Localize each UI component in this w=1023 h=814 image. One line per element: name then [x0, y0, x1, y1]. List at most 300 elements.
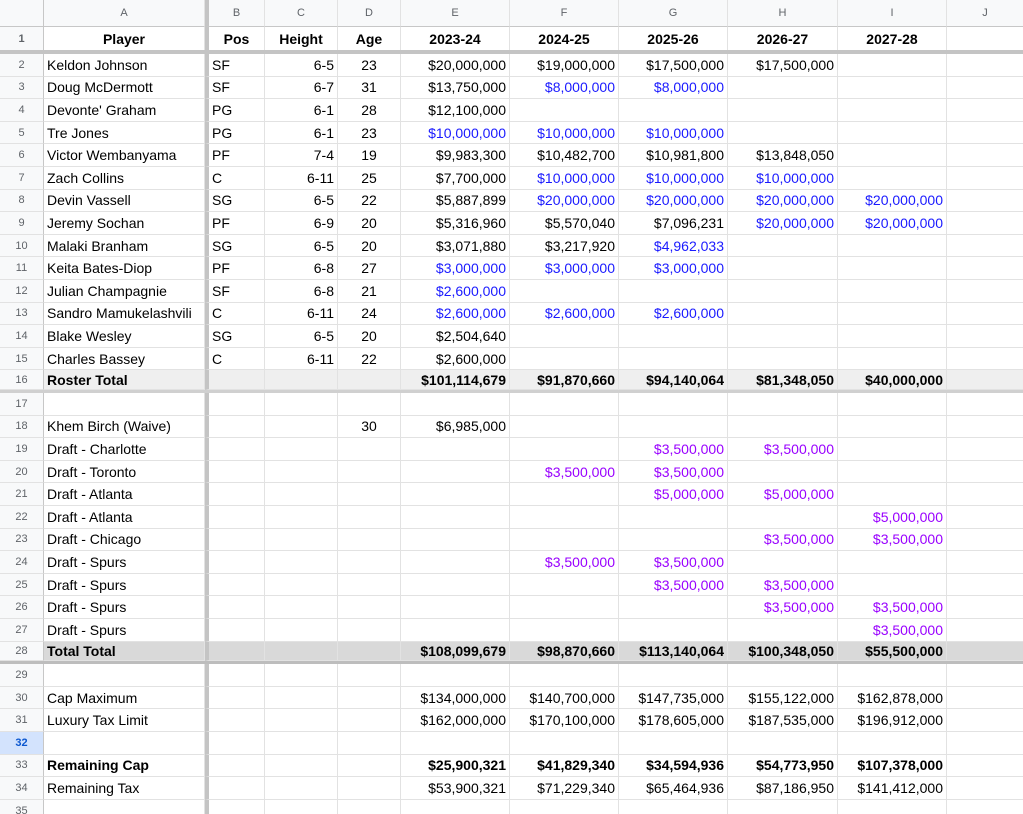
cell-pos[interactable] [205, 393, 265, 416]
cell-j[interactable] [947, 438, 1023, 461]
row-number[interactable]: 6 [0, 144, 44, 167]
cell-j[interactable] [947, 325, 1023, 348]
cell-2025-26[interactable]: $17,500,000 [619, 54, 728, 77]
cell-height[interactable]: 6-7 [265, 77, 338, 100]
cell-2023-24[interactable]: $108,099,679 [401, 642, 510, 662]
cell-player[interactable]: Luxury Tax Limit [44, 709, 205, 732]
cell-2027-28[interactable]: $55,500,000 [838, 642, 947, 662]
cell-player[interactable]: Draft - Spurs [44, 551, 205, 574]
cell-pos[interactable]: C [205, 167, 265, 190]
header-height[interactable]: Height [265, 27, 338, 50]
cell-2024-25[interactable] [510, 325, 619, 348]
row-number[interactable]: 5 [0, 122, 44, 145]
cell-age[interactable]: 20 [338, 325, 401, 348]
cell-2026-27[interactable]: $3,500,000 [728, 596, 838, 619]
cell-2024-25[interactable]: $10,482,700 [510, 144, 619, 167]
cell-2025-26[interactable]: $4,962,033 [619, 235, 728, 258]
column-header-i[interactable]: I [838, 0, 947, 27]
cell-2026-27[interactable]: $10,000,000 [728, 167, 838, 190]
header-2024-25[interactable]: 2024-25 [510, 27, 619, 50]
cell-j[interactable] [947, 190, 1023, 213]
cell-player[interactable] [44, 664, 205, 687]
cell-2026-27[interactable] [728, 800, 838, 814]
cell-age[interactable] [338, 483, 401, 506]
cell-pos[interactable] [205, 483, 265, 506]
cell-2025-26[interactable]: $3,500,000 [619, 551, 728, 574]
cell-player[interactable]: Jeremy Sochan [44, 212, 205, 235]
cell-2023-24[interactable]: $25,900,321 [401, 755, 510, 778]
cell-2024-25[interactable] [510, 619, 619, 642]
cell-2026-27[interactable]: $54,773,950 [728, 755, 838, 778]
cell-2026-27[interactable]: $5,000,000 [728, 483, 838, 506]
cell-height[interactable] [265, 551, 338, 574]
cell-j[interactable] [947, 687, 1023, 710]
cell-2024-25[interactable]: $140,700,000 [510, 687, 619, 710]
cell-2024-25[interactable] [510, 438, 619, 461]
cell-pos[interactable] [205, 596, 265, 619]
cell-pos[interactable] [205, 642, 265, 662]
cell-2023-24[interactable]: $2,600,000 [401, 348, 510, 371]
header-2025-26[interactable]: 2025-26 [619, 27, 728, 50]
cell-height[interactable] [265, 461, 338, 484]
cell-age[interactable]: 23 [338, 54, 401, 77]
cell-player[interactable]: Tre Jones [44, 122, 205, 145]
cell-age[interactable] [338, 619, 401, 642]
cell-age[interactable] [338, 370, 401, 390]
cell-2023-24[interactable]: $101,114,679 [401, 370, 510, 390]
cell-2027-28[interactable]: $107,378,000 [838, 755, 947, 778]
cell-2025-26[interactable]: $3,500,000 [619, 574, 728, 597]
cell-player[interactable]: Draft - Charlotte [44, 438, 205, 461]
column-header-e[interactable]: E [401, 0, 510, 27]
column-header-b[interactable]: B [205, 0, 265, 27]
cell-2023-24[interactable] [401, 732, 510, 755]
cell-2027-28[interactable] [838, 438, 947, 461]
cell-age[interactable]: 27 [338, 257, 401, 280]
cell-2027-28[interactable] [838, 348, 947, 371]
cell-2025-26[interactable] [619, 619, 728, 642]
cell-2027-28[interactable] [838, 257, 947, 280]
cell-age[interactable]: 28 [338, 99, 401, 122]
row-number[interactable]: 32 [0, 732, 44, 755]
cell-2027-28[interactable] [838, 416, 947, 439]
cell-height[interactable] [265, 777, 338, 800]
column-header-c[interactable]: C [265, 0, 338, 27]
cell-j[interactable] [947, 77, 1023, 100]
cell-2024-25[interactable]: $5,570,040 [510, 212, 619, 235]
cell-2025-26[interactable]: $147,735,000 [619, 687, 728, 710]
cell-j[interactable] [947, 574, 1023, 597]
cell-2025-26[interactable]: $10,000,000 [619, 167, 728, 190]
cell-2024-25[interactable] [510, 596, 619, 619]
cell-height[interactable]: 6-1 [265, 99, 338, 122]
cell-height[interactable]: 6-8 [265, 257, 338, 280]
cell-age[interactable]: 21 [338, 280, 401, 303]
cell-2025-26[interactable] [619, 416, 728, 439]
cell-2027-28[interactable] [838, 144, 947, 167]
cell-2025-26[interactable]: $113,140,064 [619, 642, 728, 662]
cell-age[interactable] [338, 393, 401, 416]
cell-age[interactable] [338, 664, 401, 687]
cell-2024-25[interactable] [510, 280, 619, 303]
cell-j[interactable] [947, 529, 1023, 552]
cell-2027-28[interactable] [838, 574, 947, 597]
cell-2025-26[interactable]: $7,096,231 [619, 212, 728, 235]
cell-age[interactable] [338, 687, 401, 710]
cell-age[interactable]: 20 [338, 235, 401, 258]
cell-2026-27[interactable] [728, 303, 838, 326]
cell-2025-26[interactable] [619, 280, 728, 303]
cell-2027-28[interactable]: $3,500,000 [838, 529, 947, 552]
cell-2027-28[interactable]: $196,912,000 [838, 709, 947, 732]
cell-age[interactable]: 31 [338, 77, 401, 100]
cell-height[interactable]: 6-11 [265, 348, 338, 371]
cell-age[interactable] [338, 551, 401, 574]
cell-2025-26[interactable]: $8,000,000 [619, 77, 728, 100]
cell-age[interactable] [338, 800, 401, 814]
cell-j[interactable] [947, 257, 1023, 280]
row-number[interactable]: 18 [0, 416, 44, 439]
cell-2025-26[interactable]: $3,500,000 [619, 461, 728, 484]
cell-j[interactable] [947, 506, 1023, 529]
cell-player[interactable]: Charles Bassey [44, 348, 205, 371]
cell-2023-24[interactable]: $53,900,321 [401, 777, 510, 800]
cell-height[interactable] [265, 755, 338, 778]
cell-player[interactable] [44, 800, 205, 814]
row-number[interactable]: 10 [0, 235, 44, 258]
cell-2024-25[interactable]: $41,829,340 [510, 755, 619, 778]
cell-player[interactable]: Draft - Chicago [44, 529, 205, 552]
cell-player[interactable]: Draft - Spurs [44, 619, 205, 642]
cell-2027-28[interactable]: $162,878,000 [838, 687, 947, 710]
cell-height[interactable] [265, 416, 338, 439]
header-2023-24[interactable]: 2023-24 [401, 27, 510, 50]
cell-2024-25[interactable] [510, 529, 619, 552]
cell-2026-27[interactable]: $100,348,050 [728, 642, 838, 662]
cell-2027-28[interactable] [838, 461, 947, 484]
cell-pos[interactable] [205, 777, 265, 800]
cell-j[interactable] [947, 212, 1023, 235]
cell-2026-27[interactable] [728, 551, 838, 574]
cell-2024-25[interactable] [510, 348, 619, 371]
cell-j[interactable] [947, 596, 1023, 619]
header-player[interactable]: Player [44, 27, 205, 50]
row-number[interactable]: 7 [0, 167, 44, 190]
row-number[interactable]: 15 [0, 348, 44, 371]
cell-j[interactable] [947, 280, 1023, 303]
cell-age[interactable] [338, 642, 401, 662]
cell-2023-24[interactable]: $2,504,640 [401, 325, 510, 348]
cell-2026-27[interactable] [728, 235, 838, 258]
header-pos[interactable]: Pos [205, 27, 265, 50]
cell-2023-24[interactable]: $5,887,899 [401, 190, 510, 213]
cell-2027-28[interactable]: $20,000,000 [838, 190, 947, 213]
cell-2026-27[interactable]: $81,348,050 [728, 370, 838, 390]
cell-height[interactable]: 6-11 [265, 303, 338, 326]
cell-2024-25[interactable] [510, 664, 619, 687]
header-2026-27[interactable]: 2026-27 [728, 27, 838, 50]
cell-height[interactable] [265, 596, 338, 619]
cell-height[interactable]: 6-5 [265, 235, 338, 258]
cell-2023-24[interactable] [401, 529, 510, 552]
cell-player[interactable]: Julian Champagnie [44, 280, 205, 303]
cell-j[interactable] [947, 755, 1023, 778]
cell-j[interactable] [947, 235, 1023, 258]
cell-player[interactable]: Khem Birch (Waive) [44, 416, 205, 439]
cell-player[interactable]: Draft - Spurs [44, 596, 205, 619]
cell-j[interactable] [947, 642, 1023, 662]
cell-pos[interactable] [205, 619, 265, 642]
cell-height[interactable]: 6-1 [265, 122, 338, 145]
cell-2026-27[interactable] [728, 122, 838, 145]
row-number[interactable]: 2 [0, 54, 44, 77]
column-header-d[interactable]: D [338, 0, 401, 27]
cell-2025-26[interactable] [619, 506, 728, 529]
cell-2024-25[interactable]: $8,000,000 [510, 77, 619, 100]
row-number[interactable]: 14 [0, 325, 44, 348]
cell-2025-26[interactable] [619, 800, 728, 814]
row-number[interactable]: 26 [0, 596, 44, 619]
cell-2027-28[interactable] [838, 303, 947, 326]
cell-2024-25[interactable]: $71,229,340 [510, 777, 619, 800]
cell-2027-28[interactable]: $3,500,000 [838, 619, 947, 642]
cell-2023-24[interactable]: $3,071,880 [401, 235, 510, 258]
cell-2024-25[interactable] [510, 732, 619, 755]
cell-height[interactable] [265, 642, 338, 662]
cell-2024-25[interactable] [510, 99, 619, 122]
cell-age[interactable] [338, 709, 401, 732]
cell-2023-24[interactable]: $162,000,000 [401, 709, 510, 732]
cell-player[interactable]: Draft - Atlanta [44, 483, 205, 506]
cell-2025-26[interactable] [619, 529, 728, 552]
cell-height[interactable] [265, 664, 338, 687]
cell-2027-28[interactable] [838, 393, 947, 416]
cell-2024-25[interactable] [510, 800, 619, 814]
cell-player[interactable]: Sandro Mamukelashvili [44, 303, 205, 326]
row-number[interactable]: 30 [0, 687, 44, 710]
cell-j[interactable] [947, 370, 1023, 390]
cell-2027-28[interactable] [838, 664, 947, 687]
cell-age[interactable] [338, 596, 401, 619]
cell-2023-24[interactable] [401, 438, 510, 461]
cell-height[interactable] [265, 709, 338, 732]
cell-2023-24[interactable]: $2,600,000 [401, 280, 510, 303]
cell-2024-25[interactable] [510, 483, 619, 506]
cell-2023-24[interactable]: $9,983,300 [401, 144, 510, 167]
cell-2026-27[interactable]: $20,000,000 [728, 212, 838, 235]
cell-2023-24[interactable] [401, 596, 510, 619]
cell-player[interactable]: Keita Bates-Diop [44, 257, 205, 280]
cell-2026-27[interactable] [728, 461, 838, 484]
cell-2023-24[interactable]: $20,000,000 [401, 54, 510, 77]
cell-2024-25[interactable] [510, 506, 619, 529]
cell-2026-27[interactable] [728, 348, 838, 371]
cell-2024-25[interactable]: $3,500,000 [510, 551, 619, 574]
cell-2025-26[interactable] [619, 99, 728, 122]
row-number[interactable]: 12 [0, 280, 44, 303]
cell-height[interactable]: 6-11 [265, 167, 338, 190]
cell-j[interactable] [947, 167, 1023, 190]
cell-2027-28[interactable] [838, 122, 947, 145]
cell-pos[interactable] [205, 574, 265, 597]
cell-j[interactable] [947, 303, 1023, 326]
cell-height[interactable] [265, 483, 338, 506]
cell-pos[interactable]: SG [205, 235, 265, 258]
cell-2025-26[interactable]: $5,000,000 [619, 483, 728, 506]
cell-pos[interactable]: C [205, 303, 265, 326]
cell-player[interactable] [44, 393, 205, 416]
header-empty[interactable] [947, 27, 1023, 50]
cell-2023-24[interactable] [401, 506, 510, 529]
cell-2025-26[interactable]: $3,000,000 [619, 257, 728, 280]
cell-age[interactable]: 24 [338, 303, 401, 326]
cell-height[interactable]: 6-5 [265, 325, 338, 348]
cell-pos[interactable] [205, 506, 265, 529]
cell-2026-27[interactable]: $13,848,050 [728, 144, 838, 167]
row-number[interactable]: 28 [0, 642, 44, 662]
cell-2025-26[interactable] [619, 732, 728, 755]
cell-2025-26[interactable] [619, 325, 728, 348]
cell-2026-27[interactable] [728, 664, 838, 687]
select-all-corner[interactable] [0, 0, 44, 27]
cell-pos[interactable] [205, 755, 265, 778]
row-number[interactable]: 24 [0, 551, 44, 574]
cell-pos[interactable]: PG [205, 122, 265, 145]
cell-age[interactable]: 22 [338, 348, 401, 371]
cell-2025-26[interactable]: $10,981,800 [619, 144, 728, 167]
cell-2024-25[interactable]: $3,000,000 [510, 257, 619, 280]
cell-2023-24[interactable]: $6,985,000 [401, 416, 510, 439]
cell-2027-28[interactable] [838, 235, 947, 258]
cell-2025-26[interactable]: $65,464,936 [619, 777, 728, 800]
cell-pos[interactable]: PF [205, 212, 265, 235]
cell-j[interactable] [947, 732, 1023, 755]
cell-pos[interactable] [205, 709, 265, 732]
cell-player[interactable]: Total Total [44, 642, 205, 662]
cell-2027-28[interactable] [838, 732, 947, 755]
cell-2026-27[interactable] [728, 77, 838, 100]
cell-pos[interactable] [205, 687, 265, 710]
cell-2023-24[interactable] [401, 664, 510, 687]
cell-j[interactable] [947, 483, 1023, 506]
cell-age[interactable] [338, 529, 401, 552]
cell-player[interactable]: Draft - Atlanta [44, 506, 205, 529]
cell-age[interactable]: 22 [338, 190, 401, 213]
cell-pos[interactable] [205, 529, 265, 552]
cell-player[interactable]: Roster Total [44, 370, 205, 390]
cell-2024-25[interactable]: $20,000,000 [510, 190, 619, 213]
cell-2026-27[interactable] [728, 732, 838, 755]
row-number[interactable]: 20 [0, 461, 44, 484]
cell-age[interactable]: 25 [338, 167, 401, 190]
cell-2024-25[interactable]: $3,500,000 [510, 461, 619, 484]
cell-age[interactable] [338, 461, 401, 484]
header-age[interactable]: Age [338, 27, 401, 50]
cell-2024-25[interactable]: $98,870,660 [510, 642, 619, 662]
cell-pos[interactable] [205, 732, 265, 755]
cell-pos[interactable]: SG [205, 325, 265, 348]
cell-j[interactable] [947, 144, 1023, 167]
cell-pos[interactable] [205, 664, 265, 687]
cell-2024-25[interactable]: $91,870,660 [510, 370, 619, 390]
cell-height[interactable] [265, 370, 338, 390]
column-header-j[interactable]: J [947, 0, 1023, 27]
cell-2025-26[interactable]: $3,500,000 [619, 438, 728, 461]
cell-2026-27[interactable]: $20,000,000 [728, 190, 838, 213]
row-number[interactable]: 34 [0, 777, 44, 800]
cell-j[interactable] [947, 99, 1023, 122]
row-number[interactable]: 33 [0, 755, 44, 778]
cell-2024-25[interactable]: $3,217,920 [510, 235, 619, 258]
row-number[interactable]: 19 [0, 438, 44, 461]
cell-2023-24[interactable]: $3,000,000 [401, 257, 510, 280]
cell-2027-28[interactable] [838, 54, 947, 77]
cell-height[interactable] [265, 619, 338, 642]
row-number[interactable]: 9 [0, 212, 44, 235]
cell-player[interactable]: Draft - Spurs [44, 574, 205, 597]
cell-j[interactable] [947, 461, 1023, 484]
cell-2024-25[interactable] [510, 574, 619, 597]
cell-2027-28[interactable] [838, 280, 947, 303]
cell-2026-27[interactable] [728, 99, 838, 122]
cell-pos[interactable] [205, 461, 265, 484]
cell-age[interactable]: 30 [338, 416, 401, 439]
cell-pos[interactable] [205, 800, 265, 814]
cell-2027-28[interactable]: $5,000,000 [838, 506, 947, 529]
cell-2024-25[interactable]: $19,000,000 [510, 54, 619, 77]
cell-player[interactable]: Blake Wesley [44, 325, 205, 348]
cell-j[interactable] [947, 664, 1023, 687]
cell-height[interactable] [265, 574, 338, 597]
cell-height[interactable]: 6-5 [265, 190, 338, 213]
cell-2025-26[interactable] [619, 348, 728, 371]
cell-j[interactable] [947, 800, 1023, 814]
cell-pos[interactable] [205, 416, 265, 439]
cell-2026-27[interactable] [728, 506, 838, 529]
cell-j[interactable] [947, 777, 1023, 800]
cell-2023-24[interactable]: $5,316,960 [401, 212, 510, 235]
cell-pos[interactable]: SF [205, 54, 265, 77]
cell-2024-25[interactable] [510, 416, 619, 439]
cell-pos[interactable]: SF [205, 280, 265, 303]
cell-age[interactable] [338, 732, 401, 755]
cell-player[interactable]: Zach Collins [44, 167, 205, 190]
cell-age[interactable] [338, 438, 401, 461]
cell-2026-27[interactable] [728, 393, 838, 416]
cell-2026-27[interactable] [728, 257, 838, 280]
cell-2027-28[interactable] [838, 800, 947, 814]
cell-player[interactable]: Draft - Toronto [44, 461, 205, 484]
cell-2025-26[interactable]: $178,605,000 [619, 709, 728, 732]
cell-2023-24[interactable] [401, 574, 510, 597]
row-number[interactable]: 13 [0, 303, 44, 326]
cell-2023-24[interactable]: $2,600,000 [401, 303, 510, 326]
cell-2027-28[interactable]: $40,000,000 [838, 370, 947, 390]
cell-player[interactable]: Victor Wembanyama [44, 144, 205, 167]
cell-2025-26[interactable] [619, 664, 728, 687]
cell-2025-26[interactable]: $94,140,064 [619, 370, 728, 390]
row-number[interactable]: 21 [0, 483, 44, 506]
cell-2025-26[interactable] [619, 596, 728, 619]
cell-height[interactable]: 6-5 [265, 54, 338, 77]
cell-2023-24[interactable] [401, 461, 510, 484]
row-number[interactable]: 29 [0, 664, 44, 687]
cell-pos[interactable] [205, 370, 265, 390]
cell-age[interactable]: 20 [338, 212, 401, 235]
cell-height[interactable]: 6-8 [265, 280, 338, 303]
cell-pos[interactable]: SF [205, 77, 265, 100]
cell-2025-26[interactable]: $20,000,000 [619, 190, 728, 213]
